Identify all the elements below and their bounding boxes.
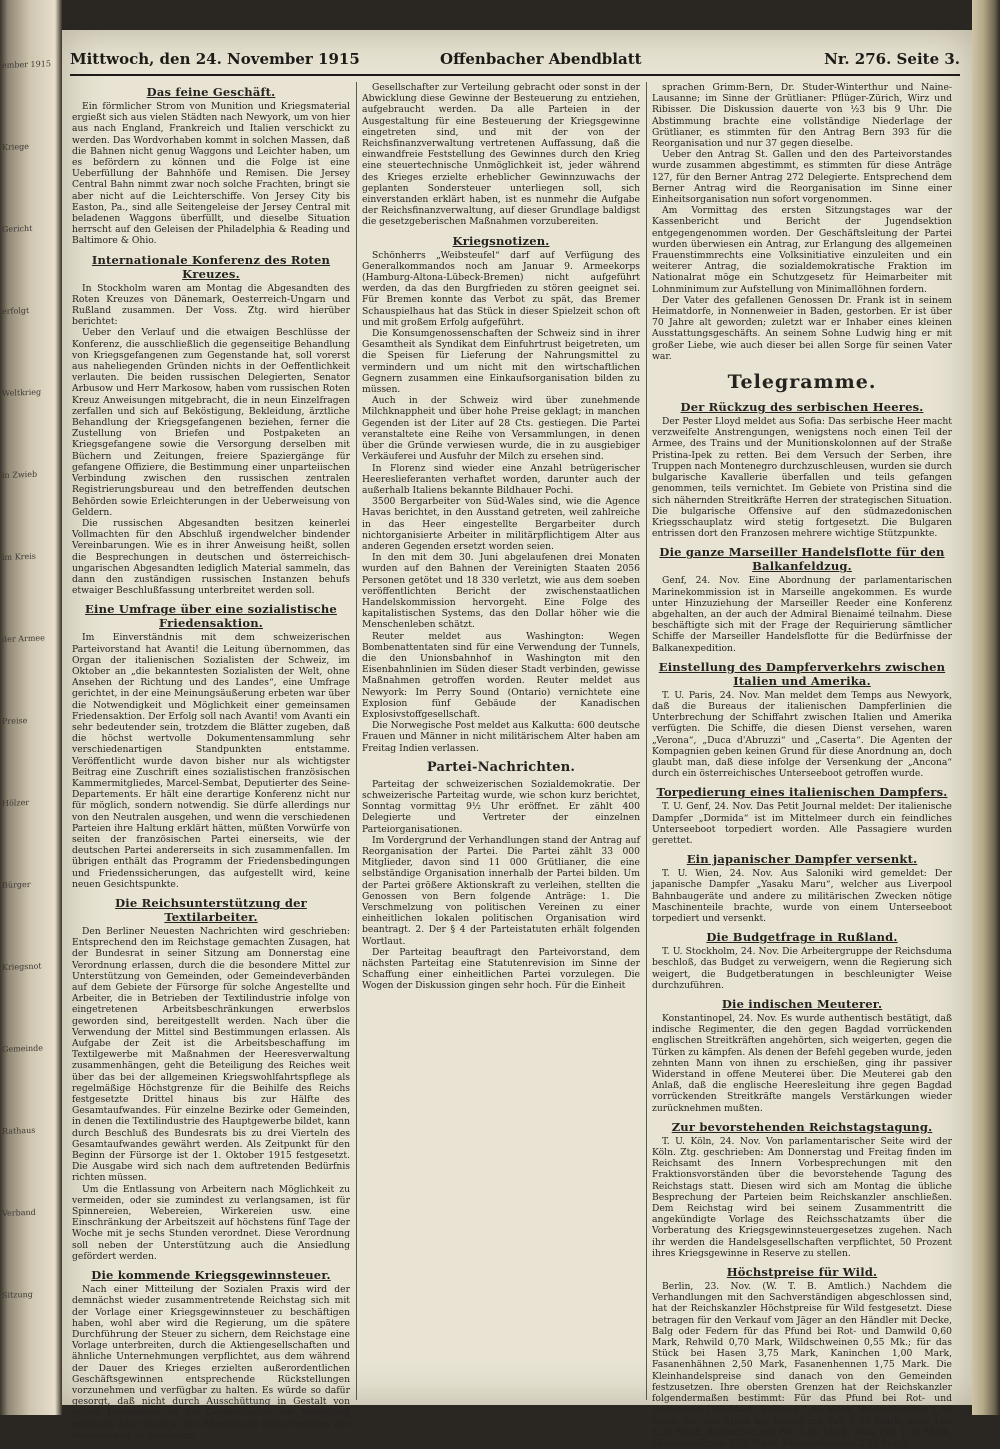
article-headline: Internationale Konferenz des Roten Kreuzes.	[91, 252, 331, 281]
spine-text-fragment: Bürger	[2, 879, 31, 890]
article-headline: Die Reichsunterstützung der Textilarbeiter.	[115, 896, 307, 924]
article	[72, 602, 350, 890]
article-paragraph: sprachen Grimm-Bern, Dr. Studer-Winterthur und Naine-Lausanne; im Sinne der Grütlianer: Pflüger-Zürich, Wirz und Ribisser. Die Diskussion dauerte von ½3 bis 9 Uhr. Die Abstimmung brachte eine vollständige Niederlage der Grütlianer, es stimmten für den Antrag Bern 393 für die Reorganisation und nur 37 gegen dieselbe.	[652, 82, 952, 150]
article-paragraph: T. U. Wien, 24. Nov. Aus Saloniki wird gemeldet: Der japanische Dampfer „Yasaku Maru“, welcher aus Liverpool Bahnbaugeräte und andere zu militärischen Zwecken nötige Maschinenteile brachte, wurde von einem Unterseeboot torpediert und versenkt.	[652, 868, 952, 924]
page-header	[70, 50, 960, 72]
article	[652, 370, 952, 394]
article-headline: Partei-Nachrichten.	[426, 759, 576, 775]
article-headline: Eine Umfrage über eine sozialistische Friedensaktion.	[85, 602, 337, 631]
spine-text-fragment: in Zwieb	[2, 469, 38, 480]
article-paragraph: Auch in der Schweiz wird über zunehmende Milchknappheit und über hohe Preise geklagt; in manchen Gegenden ist der Liter auf 28 Cts. gestiegen. Die Partei veranstaltete eine Reihe von Versammlungen, in denen über die Gründe verwiesen wurde, die in zu ausgiebiger Verkäuferei und Ausfuhr der Milch zu ersehen sind.	[362, 395, 640, 463]
article	[652, 400, 952, 539]
article-paragraph: Um die Entlassung von Arbeitern nach Möglichkeit zu vermeiden, oder sie zumindest zu verlangsamen, ist für Spinnereien, Webereien, Wirkereien usw. eine Einschränkung der Arbeitszeit auf höchstens fünf Tage der Woche mit je sechs Stunden verordnet. Diese Verordnung soll neben der Unterstützung auch die Ansiedlung gefördert werden.	[72, 1183, 350, 1262]
article	[72, 85, 350, 247]
article-paragraph: In den mit dem 30. Juni abgelaufenen drei Monaten wurden auf den Bahnen der Vereinigten Staaten 2056 Personen getötet und 18 330 verletzt, wie aus dem soeben veröffentlichten Bericht der zwischenstaatlichen Handelskommission hervorgeht. Eine Folge des kapitalistischen Systems, das den Dollar höher wie die Menschenleben schätzt.	[362, 552, 640, 631]
article-paragraph: In Florenz sind wieder eine Anzahl betrügerischer Heereslieferanten verhaftet worden, darunter auch der außerhalb Italiens bekannte Bildhauer Pochi.	[362, 462, 640, 496]
column-divider	[646, 82, 647, 1400]
spine-text-fragment: Hölzer	[2, 797, 30, 808]
article-paragraph: Der Parteitag beauftragt den Parteivorstand, dem nächsten Parteitag eine Statutenrevision im Sinne der Schaffung einer einheitlichen Partei vorzulegen. Die Wogen der Diskussion gingen sehr hoch. Für die Einheit	[362, 946, 640, 992]
spine-text-fragment: Verband	[2, 1207, 36, 1218]
article-headline: Kriegsnotizen.	[452, 233, 550, 248]
article-paragraph: Konstantinopel, 24. Nov. Es wurde authentisch bestätigt, daß indische Regimenter, die den gegen Bagdad vorrückenden englischen Streitkräften angehörten, sich weigerten, gegen die Türken zu kämpfen. Als denen der Befehl gegeben wurde, jeden zehnten Mann von ihnen zu erschießen, ging ihr passiver Widerstand in offene Meuterei über. Die Meuterei gab den Anlaß, daß die englische Heeresleitung ihre gegen Bagdad vorrückenden Streitkräfte mangels Verstärkungen wieder zurücknehmen mußten.	[652, 1013, 952, 1114]
article-paragraph: Parteitag der schweizerischen Sozialdemokratie. Der schweizerische Parteitag wurde, wie schon kurz berichtet, Sonntag vormittag 9½ Uhr eröffnet. Er zählt 400 Delegierte und Vertreter der einzelnen Parteiorganisationen.	[362, 778, 640, 835]
article-headline: Die kommende Kriegsgewinnsteuer.	[91, 1268, 331, 1283]
article	[652, 545, 952, 653]
article-paragraph: Ein förmlicher Strom von Munition und Kriegsmaterial ergießt sich aus vielen Städten nach Newyork, um von hier aus nach England, Frankreich und Italien verschickt zu werden. Das Wordvorhaben kommt in solchen Massen, daß die Bahnen nicht genug Waggons und Leichter haben, um es befördern zu können und die Folge ist eine Ueberfüllung der Bahnhöfe und Remisen. Die Jersey Central Bahn nimmt zwar noch solche Frachten, bringt sie aber nicht auf die Leichterschiffe. Von Jersey City bis Easton, Pa., sind alle Seitengeleise der Jersey Central mit beladenen Waggons überfüllt, und dieselbe Situation herrscht auf den Geleisen der Philadelphia & Reading und Baltimore & Ohio.	[72, 101, 350, 247]
article-headline: Telegramme.	[727, 371, 877, 394]
article-paragraph: T. U. Köln, 24. Nov. Von parlamentarischer Seite wird der Köln. Ztg. geschrieben: Am Donnerstag und Freitag finden im Reichsamt des Innern Vorbesprechungen mit den Fraktionsvorständen über die bevorstehende Tagung des Reichstags statt. Diesen wird sich am Montag die übliche Besprechung der Parteien beim Reichskanzler anschließen. Dem Reichstag wird bei seinem Zusammentritt die angekündigte Vorlage des Reichsschatzamts über die Vorberatung des Kriegsgewinnsteuergesetzes zugehen. Nach ihr werden die Handelsgesellschaften verpflichtet, 50 Prozent ihres Kriegsgewinne in Reserve zu stellen.	[652, 1135, 952, 1259]
article-headline: Ein japanischer Dampfer versenkt.	[686, 852, 918, 867]
article	[652, 785, 952, 846]
article	[652, 1265, 952, 1449]
article	[72, 253, 350, 597]
article-paragraph: Der Pester Lloyd meldet aus Sofia: Das serbische Heer macht verzweifelte Anstrengungen, wenigstens noch einen Teil der Armee, des Trains und der Munitionskolonnen auf der Straße Pristina-Ipek zu retten. Bei dem Versuch der Serben, ihre Truppen nach Montenegro durchzuschleusen, wurden sie durch bulgarische Kavallerie überfallen und teils gefangen genommen, teils vernichtet. Im Gebiete von Pristina sind die sich nähernden Streitkräfte Herren der strategischen Situation. Die bulgarische Offensive auf den südmazedonischen Kriegsschauplatz wird stetig fortgesetzt. Die Bulgaren entrissen dort den Franzosen mehrere wichtige Stützpunkte.	[652, 416, 952, 540]
spine-text-fragment: Gericht	[2, 223, 33, 234]
column-3	[652, 82, 952, 1449]
article-paragraph: Am Vormittag des ersten Sitzungstages war der Kassenbericht und Bericht der Jugendsektion entgegengenommen worden. Der Geschäftsleitung der Partei wurden überwiesen ein Antrag, zur Erlangung des allgemeinen Frauenstimmrechts eine Volksinitiative einzuleiten und ein weiterer Antrag, die sozialdemokratische Fraktion im Nationalrat möge ein Schutzgesetz für Heimarbeiter mit Lohnminimum zur Aufstellung von Minimallöhnen fordern.	[652, 205, 952, 295]
spine-text-fragment: Sitzung	[2, 1289, 33, 1300]
adjacent-page-spine	[0, 0, 62, 1415]
article-paragraph: Ueber den Antrag St. Gallen und den des Parteivorstandes wurde zusammen abgestimmt, es stimmten für diese Anträge 127, für den Berner Antrag 272 Delegierte. Entsprechend dem Berner Antrag wird die Reorganisation im Sinne einer Einheitsorganisation nun sofort vorgenommen.	[652, 149, 952, 206]
article-headline: Die indischen Meuterer.	[721, 997, 883, 1011]
article-paragraph: 3500 Bergarbeiter von Süd-Wales sind, wie die Agence Havas berichtet, in den Ausstand getreten, weil zahlreiche in das Heer eingestellte Bergarbeiter durch nichtorganisierte Arbeiter in militärpflichtigem Alter aus anderen Gegenden ersetzt worden seien.	[362, 496, 640, 552]
article-paragraph: Die Norwegische Post meldet aus Kalkutta: 600 deutsche Frauen und Männer in nicht militärischem Alter haben am Freitag Indien verlassen.	[362, 720, 640, 754]
header-date: Mittwoch, den 24. November 1915	[70, 50, 360, 68]
article-paragraph: Den Berliner Neuesten Nachrichten wird geschrieben: Entsprechend den im Reichstage gemachten Zusagen, hat der Bundesrat in seiner Sitzung am Donnerstag eine Verordnung erlassen, durch die die besondere Mittel zur Unterstützung von Gemeinden, oder Gemeindeverbänden auf dem Gebiete der Fürsorge für solche Angestellte und Arbeiter, die in Betrieben der Textilindustrie infolge von eingetretenen Arbeitsbeschränkungen erwerbslos geworden sind, bereitgestellt werden. Nach über die Verwendung der Mittel sind Bestimmungen erlassen. Als Aufgabe der Zeit ist die Arbeitsbeschaffung im Textilgewerbe mit Maßnahmen der Heeresverwaltung zusammenhängen, geht die Beteiligung des Reiches weit über das bei der allgemeinen Kriegswohlfahrtspflege als regelmäßige Höchstgrenze für die Beihilfe des Reichs festgesetzte Drittel hinaus bis zur Hälfte des Gesamtaufwandes. Für einzelne Bezirke oder Gemeinden, in denen die Textilindustrie des Hauptgewerbe bildet, kann durch Beschluß des Bundesrats bis zu drei Vierteln des Gesamtaufwandes gewährt werden. Als Zeitpunkt für den Beginn der Fürsorge ist der 1. Oktober 1915 festgesetzt. Die Ausgabe wird sich nach dem auftretenden Bedürfnis richten müssen.	[72, 926, 350, 1184]
header-issue-page: Nr. 276. Seite 3.	[824, 50, 960, 68]
article	[72, 896, 350, 1262]
article	[652, 1120, 952, 1259]
article-paragraph: T. U. Paris, 24. Nov. Man meldet dem Temps aus Newyork, daß die Bureaus der italienischen Dampferlinien die Unterbrechung der Schiffahrt zwischen Italien und Amerika verfügten. Die Schiffe, die diesen Dienst versehen, waren „Verona“, „Duca d'Abruzzi“ und „Caserta“. Die Agenten der Kompagnien geben keinen Grund für diese Anordnung an, doch glaubt man, daß diese infolge der Versenkung der „Ancona“ durch ein österreichisches Unterseeboot getroffen wurde.	[652, 689, 952, 780]
column-1	[72, 82, 350, 1441]
spine-text-fragment: Kriege	[2, 142, 29, 152]
article-paragraph: Ueber den Verlauf und die etwaigen Beschlüsse der Konferenz, die ausschließlich die gegenseitige Behandlung von Kriegsgefangenen zum Gegenstande hat, soll vorerst aus naheliegenden Gründen nichts in der Oeffentlichkeit verlauten. Die beiden russischen Delegierten, Senator Arbusow und Herr Markosow, haben vom russischen Roten Kreuz Anweisungen mitgebracht, die in neun Einzelfragen zerfallen und sich auf Beköstigung, Bekleidung, ärztliche Behandlung der Kriegsgefangenen beziehen, ferner die Zustellung von Briefen und Postpaketen an Kriegsgefangene sowie die Versorgung derselben mit Büchern und Zeitungen, freiere Spaziergänge für gefangene Offiziere, die Bestimmung einer unparteiischen Verbindung zwischen den russischen zentralen Registrierungsbureau und den betreffenden deutschen Behörden sowie Erleichterungen in der Ueberweisung von Geldern.	[72, 327, 350, 518]
article-paragraph: Reuter meldet aus Washington: Wegen Bombenattentaten sind für eine Verwendung der Tunnels, die den Unionsbahnhof in Washington mit den Eisenbahnlinien im Süden dieser Stadt verbinden, gewisse Maßnahmen getroffen worden. Reuter meldet aus Newyork: Im Perry Sound (Ontario) vernichtete eine Explosion fünf Gebäude der Kanadischen Explosivstoffgesellschaft.	[362, 630, 640, 720]
article-paragraph: In Stockholm waren am Montag die Abgesandten des Roten Kreuzes von Dänemark, Oesterreich-Ungarn und Rußland zusammen. Der Voss. Ztg. wird hierüber berichtet:	[72, 282, 350, 328]
article-paragraph: Im Vordergrund der Verhandlungen stand der Antrag auf Reorganisation der Partei. Die Partei zählt 33 000 Mitglieder, davon sind 11 000 Grütlianer, die eine selbständige Organisation innerhalb der Partei bilden. Um der Partei größere Aktionskraft zu verleihen, stellten die Genossen von Bern folgende Anträge: 1. Die Verschmelzung von politischen Vereinen zu einer einheitlichen lokalen politischen Organisation wird beantragt. 2. Der § 4 der Parteistatuten erhält folgenden Wortlaut.	[362, 834, 640, 947]
column-divider	[356, 82, 357, 1400]
article-headline: Einstellung des Dampferverkehrs zwischen Italien und Amerika.	[658, 659, 946, 688]
article-headline: Das feine Geschäft.	[146, 85, 276, 99]
article-headline: Torpedierung eines italienischen Dampfers.	[656, 785, 948, 800]
article	[652, 852, 952, 924]
spine-text-fragment: im Kreis	[2, 551, 36, 562]
article	[362, 82, 640, 228]
article-headline: Zur bevorstehenden Reichstagstagung.	[671, 1119, 933, 1134]
article-headline: Der Rückzug des serbischen Heeres.	[680, 400, 924, 415]
article	[652, 930, 952, 991]
article-headline: Die Budgetfrage in Rußland.	[706, 930, 898, 945]
article-paragraph: T. U. Stockholm, 24. Nov. Die Arbeitergruppe der Reichsduma beschloß, das Budget zu verweigern, wenn die Regierung sich weigert, die Budgetberatungen in beschleunigter Weise durchzuführen.	[652, 946, 952, 991]
article	[652, 997, 952, 1114]
header-rule	[70, 74, 960, 76]
article-paragraph: Gesellschafter zur Verteilung gebracht oder sonst in der Abwicklung diese Gewinne der Besteuerung zu entziehen, aufgebraucht werden. Da alle Parteien in der Ausgestaltung für eine Besteuerung der Kriegsgewinne eingetreten sind, und mit der von der Reichsfinanzverwaltung vertretenen Auffassung, daß die einwandfreie Feststellung des Gewinnes durch den Krieg eine steuertechnische Unmöglichkeit ist, jeder während des Krieges erzielte erheblicher Gewinnzuwachs der geplanten Sondersteuer unterliegen soll, sich einverstanden erklärt haben, ist es nunmehr die Aufgabe der Reichsfinanzverwaltung, auf dieser Grundlage baldigst die gesetzgeberischen Maßnahmen vorzubereiten.	[362, 82, 640, 228]
article-paragraph: Genf, 24. Nov. Eine Abordnung der parlamentarischen Marinekommission ist in Marseille angekommen. Es wurde unter Hinzuziehung der Marseiller Reeder eine Konferenz abgehalten, an der auch der Admiral Bienaimé teilnahm. Diese beschäftigte sich mit der Frage der Requirierung sämtlicher Schiffe der Marseiller Handelsflotte für die Bedürfnisse der Balkanexpedition.	[652, 575, 952, 654]
newspaper-page	[62, 30, 972, 1449]
article-paragraph: Die russischen Abgesandten besitzen keinerlei Vollmachten für den Abschluß irgendwelcher bindender Vereinbarungen. Wie es in ihrer Anweisung heißt, sollen die Besprechungen in deutschen und österreichisch-ungarischen Abgesandten lediglich Material sammeln, das dann den zuständigen russischen Instanzen behufs etwaiger Beschlußfassung unterbreitet werden soll.	[72, 517, 350, 597]
spine-text-fragment: erfolgt	[2, 305, 30, 316]
article-paragraph: Im Einverständnis mit dem schweizerischen Parteivorstand hat Avanti! die Leitung übernommen, das Organ der italienischen Sozialisten der Schweiz, im Oktober an „die bekanntesten Sozialisten der Welt, ohne Ansehen der Richtung und des Landes“, eine Umfrage gerichtet, in der eine Meinungsäußerung erbeten war über die Notwendigkeit und Möglichkeit einer gemeinsamen Friedensaktion. Der Erfolg soll nach Avanti! vom Avanti ein sehr bedeutender sein, trotzdem die Blätter zugeben, daß die höchst wertvolle Dokumentensammlung sehr verschiedenartigen Standpunkten entstamme. Veröffentlicht wurde davon bisher nur als wichtigster Beitrag eine Zuschrift eines sozialistischen französischen Kammermitgliedes, Marcel-Sembat, Deputierter des Seine-Departements. Er hält eine derartige Konferenz nicht nur für möglich, sondern notwendig. Sie dürfe allerdings nur von den Neutralen ausgehen, und wenn die verschiedenen Parteien ihre Haltung erklärt hätten, müßten Vorwürfe von seiten der französischen Partei einerseits, wie der deutschen Partei andererseits in sich zusammenfallen. Im übrigen enthält das Programm der Friedensbedingungen und Friedenssicherungen, das aufgestellt wird, keine neuen Gesichtspunkte.	[72, 632, 350, 890]
article-paragraph: T. U. Genf, 24. Nov. Das Petit Journal meldet: Der italienische Dampfer „Dormida“ ist im Mittelmeer durch ein feindliches Unterseeboot torpediert worden. Alle Passagiere wurden gerettet.	[652, 801, 952, 846]
article	[362, 234, 640, 754]
article-paragraph: Schönherrs „Weibsteufel“ darf auf Verfügung des Generalkommandos noch am Januar 9. Armeekorps (Hamburg-Altona-Lübeck-Bremen) nicht aufgeführt werden, da das den Burgfrieden zu stören geeignet sei. Für Bremen konnte das Verbot zu spät, das Bremer Schauspielhaus hat das Stück in dieser Spielzeit schon oft und mit großem Erfolg aufgeführt.	[362, 249, 640, 328]
spine-text-fragment: der Armee	[2, 633, 45, 644]
article-paragraph: Die Konsumgenossenschaften der Schweiz sind in ihrer Gesamtheit als Syndikat dem Einfuhrtrust beigetreten, um die Speisen für Lieferung der Nahrungsmittel zu vermindern und um nicht mit den wirtschaftlichen Gegnern zusammen eine Einkaufsorganisation bilden zu müssen.	[362, 328, 640, 396]
spine-text-fragment: Preise	[2, 716, 28, 726]
column-2	[362, 82, 640, 1400]
spine-text-fragment: Gemeinde	[2, 1043, 44, 1054]
spine-text-fragment: Rathaus	[2, 1125, 36, 1136]
spine-text-fragment: ember 1915	[2, 59, 51, 70]
page-edge	[972, 0, 1000, 1415]
article-headline: Höchstpreise für Wild.	[726, 1265, 878, 1280]
article	[652, 660, 952, 780]
article-paragraph: Der Vater des gefallenen Genossen Dr. Frank ist in seinem Heimatdorfe, in Nonnenweier in Baden, gestorben. Er ist über 70 Jahre alt geworden; zuletzt war er Inhaber eines kleinen Ausstattungsgeschäfts. An seinem Sohne Ludwig hing er mit großer Liebe, wie auch dieser bei allen Sorge für seinen Vater war.	[652, 294, 952, 362]
article-paragraph: Berlin, 23. Nov. (W. T. B. Amtlich.) Nachdem die Verhandlungen mit den Sachverständigen abgeschlossen sind, hat der Reichskanzler Höchstpreise für Wild festgesetzt. Diese betragen für den Verkauf vom Jäger an den Händler mit Decke, Balg oder Federn für das Pfund bei Rot- und Damwild 0,60 Mark, Rehwild 0,70 Mark, Wildschweinen 0,55 Mk.; für das Stück bei Hasen 3,75 Mark, Kaninchen 1,00 Mark, Fasanenhähnen 2,50 Mark, Fasanenhennen 1,75 Mark. Die Kleinhandelspreise sind danach von den Gemeinden festzusetzen. Ihre obersten Grenzen hat der Reichskanzler folgendermaßen bestimmt: Für das Pfund bei Rot- und Dammwild 1,40 Mark, Rehwild 1,80 Mark, Wildschweinen 1,10 Mark; für das Stück bei Hasen mit Fell 5,00 Mark, ohne Fell 4,50 Mark, Kaninchen mit Fell 1,60 Mark, ohne Fell 1,30 Mark, Fasanenhähnen 3,50 Mark, Fasanenhennen 2,50 Mark.	[652, 1281, 952, 1449]
article	[652, 82, 952, 362]
header-masthead: Offenbacher Abendblatt	[440, 50, 642, 68]
article-paragraph: Nach einer Mitteilung der Sozialen Praxis wird der demnächst wieder zusammentretende Reichstag sich mit der Vorlage einer Kriegsgewinnsteuer zu beschäftigen haben, wohl aber wird die Regierung, um die spätere Durchführung der Steuer zu sichern, dem Reichstage eine Vorlage unterbreiten, durch die Aktiengesellschaften und ähnliche Unternehmungen verpflichtet, aus dem während der Dauer des Krieges erzielten außerordentlichen Geschäftsgewinnen entsprechende Rückstellungen vorzunehmen und verfügbar zu halten. Es würde so dafür gesorgt, daß nicht durch Ausschüttung in Gestalt von hohen Dividenden an die Gesellschafter zur Verteilung gebracht oder sonst in der Abwicklung diese Gewinne der Besteuerung zu entziehen.	[72, 1284, 350, 1441]
article	[362, 760, 640, 992]
spine-text-fragment: Kriegsnot	[2, 961, 42, 972]
article-headline: Die ganze Marseiller Handelsflotte für den Balkanfeldzug.	[659, 545, 945, 574]
article	[72, 1268, 350, 1441]
spine-text-fragment: Weltkrieg	[2, 387, 42, 398]
